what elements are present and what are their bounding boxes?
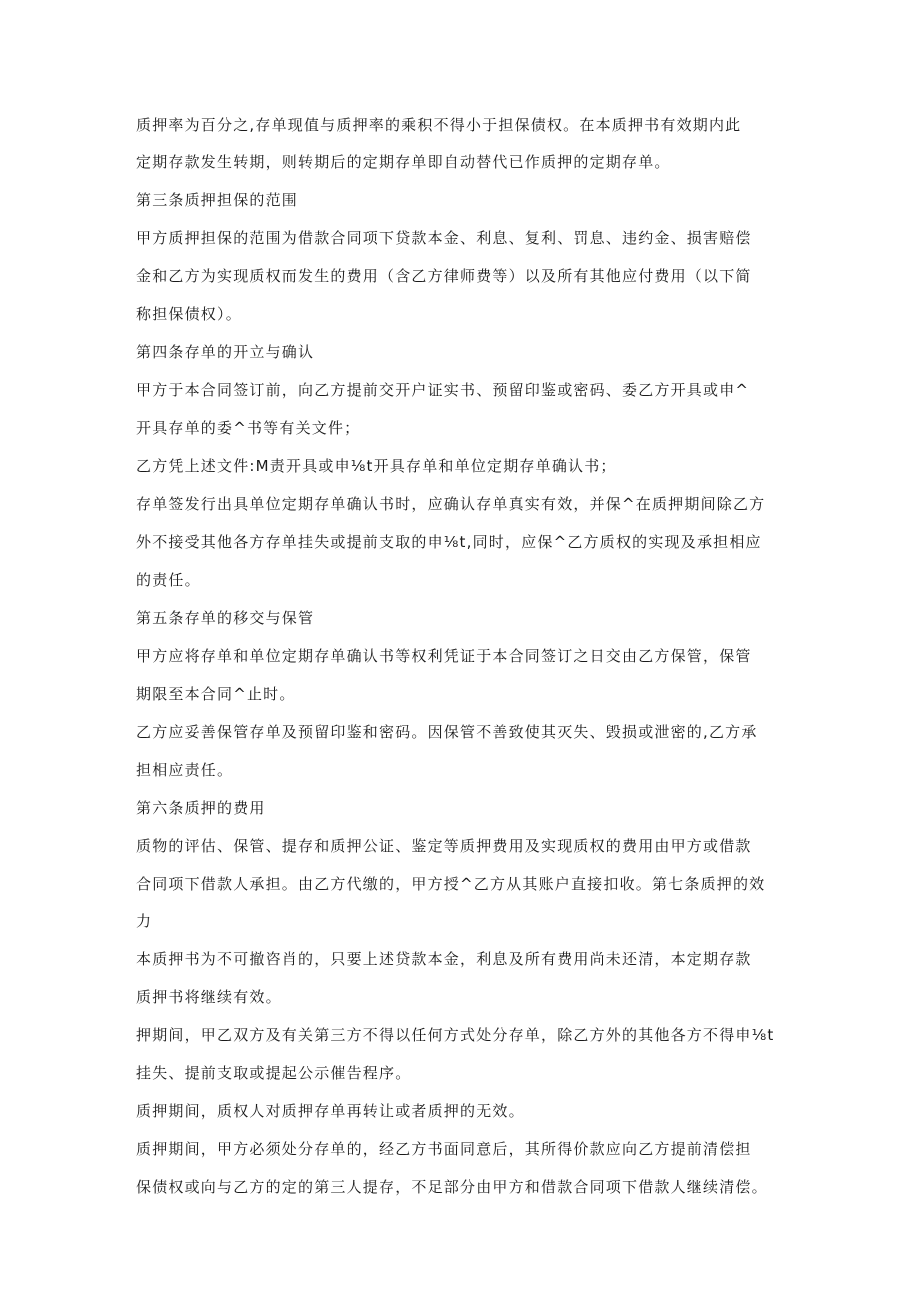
text-line-16: 期限至本合同^止时。	[136, 685, 296, 703]
text-line-11: 存单签发行出具单位定期存单确认书时，应确认存单真实有效，并保^在质押期间除乙方	[136, 495, 766, 513]
text-line-27: 质押期间，质权人对质押存单再转让或者质押的无效。	[136, 1102, 525, 1120]
text-line-26: 挂失、提前支取或提起公示催告程序。	[136, 1064, 412, 1082]
text-line-20: 质物的评估、保管、提存和质押公证、鉴定等质押费用及实现质权的费用由甲方或借款	[136, 837, 752, 855]
text-line-2: 定期存款发生转期，则转期后的定期存单即自动替代已作质押的定期存单。	[136, 153, 671, 171]
text-line-1: 质押率为百分之,存单现值与质押率的乘积不得小于担保债权。在本质押书有效期内此	[136, 116, 742, 134]
document-body	[136, 113, 806, 1200]
text-line-23: 本质押书为不可撤咨肖的，只要上述贷款本金，利息及所有费用尚未还清，本定期存款	[136, 950, 752, 968]
text-line-25: 押期间，甲乙双方及有关第三方不得以任何方式处分存单，除乙方外的其他各方不得申⅛t	[136, 1026, 775, 1044]
text-line-28: 质押期间，甲方必须处分存单的，经乙方书面同意后，其所得价款应向乙方提前清偿担	[136, 1140, 752, 1158]
section-heading-5: 第五条存单的移交与保管	[136, 609, 315, 627]
text-line-13: 的责任。	[136, 571, 201, 589]
text-line-18: 担相应责任。	[136, 761, 234, 779]
text-line-5: 金和乙方为实现质权而发生的费用（含乙方律师费等）以及所有其他应付费用（以下简	[136, 267, 752, 285]
text-line-4: 甲方质押担保的范围为借款合同项下贷款本金、利息、复利、罚息、违约金、损害赔偿	[136, 229, 752, 247]
text-line-15: 甲方应将存单和单位定期存单确认书等权利凭证于本合同签订之日交由乙方保管，保管	[136, 647, 752, 665]
text-line-29: 保债权或向与乙方的定的第三人提存，不足部分由甲方和借款合同项下借款人继续清偿。	[136, 1178, 768, 1196]
text-line-22: 力	[136, 912, 153, 930]
text-line-9: 开具存单的委^书等有关文件；	[136, 419, 361, 437]
text-line-12: 外不接受其他各方存单挂失或提前支取的申⅛t,同时，应保^乙方质权的实现及承担相应	[136, 533, 762, 551]
section-heading-3: 第三条质押担保的范围	[136, 191, 299, 209]
text-line-8: 甲方于本合同签订前，向乙方提前交开户证实书、预留印鉴或密码、委乙方开具或申^	[136, 381, 750, 399]
text-line-6: 称担保债权）。	[136, 305, 242, 323]
text-line-17: 乙方应妥善保管存单及预留印鉴和密码。因保管不善致使其灭失、毁损或泄密的,乙方承	[136, 723, 758, 741]
text-line-10: 乙方凭上述文件:M责开具或申⅛t开具存单和单位定期存单确认书；	[136, 457, 617, 475]
section-heading-6: 第六条质押的费用	[136, 799, 266, 817]
text-line-21: 合同项下借款人承担。由乙方代缴的，甲方授^乙方从其账户直接扣收。第七条质押的效	[136, 875, 766, 893]
text-line-24: 质押书将继续有效。	[136, 988, 282, 1006]
section-heading-4: 第四条存单的开立与确认	[136, 343, 315, 361]
